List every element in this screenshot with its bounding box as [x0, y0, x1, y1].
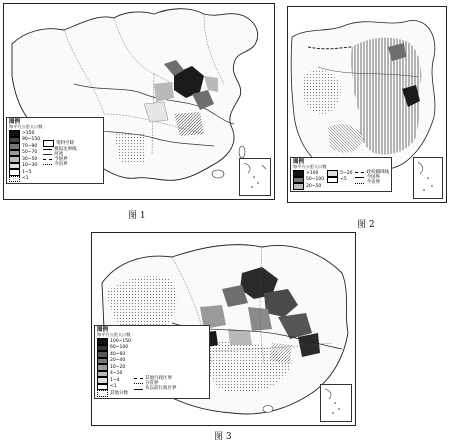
legend-line-label: 河流 [54, 151, 64, 157]
legend-item: 50~70 [22, 150, 38, 156]
legend-item: >100 [306, 170, 319, 176]
map-1-south-china-sea-inset [239, 158, 271, 196]
legend-item: 10~20 [110, 364, 126, 370]
map-1-legend [6, 117, 104, 184]
legend-line-label: 今省界 [366, 180, 380, 186]
legend-title: 图例 [97, 327, 109, 333]
map-3-legend [94, 325, 210, 399]
figure-2-caption: 图 2 [357, 220, 375, 230]
legend-title: 图例 [9, 119, 21, 125]
legend-item: 50~100 [306, 177, 325, 183]
legend-item: 5~20 [340, 170, 353, 176]
map-3-south-china-sea-inset [320, 384, 352, 422]
legend-item: 60~100 [110, 345, 129, 351]
legend-line-label: 今省界 [54, 162, 68, 168]
legend-item: 90~150 [22, 137, 41, 143]
legend-item: 1~4 [110, 377, 120, 383]
legend-item: 20~40 [110, 358, 126, 364]
map-2-south-china-sea-inset [413, 157, 443, 199]
legend-item: <5 [340, 177, 347, 183]
legend-line-label: 今国界 [54, 156, 68, 162]
legend-subtitle: 每平方公里人口数 [293, 164, 327, 170]
legend-item: <1 [22, 176, 29, 182]
legend-line-label: 模拟边界线 [54, 146, 77, 152]
legend-item: 40~60 [110, 351, 126, 357]
legend-line-label: 其他行政区界 [144, 376, 172, 382]
legend-item: 20~50 [306, 183, 322, 189]
map-figure-1 [3, 3, 275, 200]
legend-item: >150 [22, 130, 35, 136]
map-figure-2 [287, 6, 447, 203]
figure-3-caption: 图 3 [214, 432, 232, 442]
legend-item: 10~30 [22, 163, 38, 169]
figure-1-caption: 图 1 [128, 211, 146, 221]
legend-item: 30~50 [22, 156, 38, 162]
legend-item: <1 [110, 384, 117, 390]
legend-item: 100~150 [110, 338, 131, 344]
map-figure-3 [91, 232, 356, 426]
legend-line-label: 资料空缺 [56, 140, 75, 146]
legend-line-label: 今国界 [366, 175, 380, 181]
legend-title: 图例 [293, 159, 305, 165]
legend-line-label: 政权疆域线 [366, 170, 389, 176]
map-2-legend [290, 157, 392, 192]
legend-item: 70~90 [22, 143, 38, 149]
legend-item: 1~5 [22, 169, 32, 175]
legend-line-label: 分省界 [144, 381, 159, 387]
legend-subtitle: 每平方公里人口数 [97, 332, 131, 338]
legend-item: 其他分数 [110, 390, 128, 396]
legend-subtitle: 每平方公里人口数 [9, 124, 43, 130]
legend-item: 4~10 [110, 371, 123, 377]
legend-line-label: 从以前行政区界 [144, 386, 177, 392]
